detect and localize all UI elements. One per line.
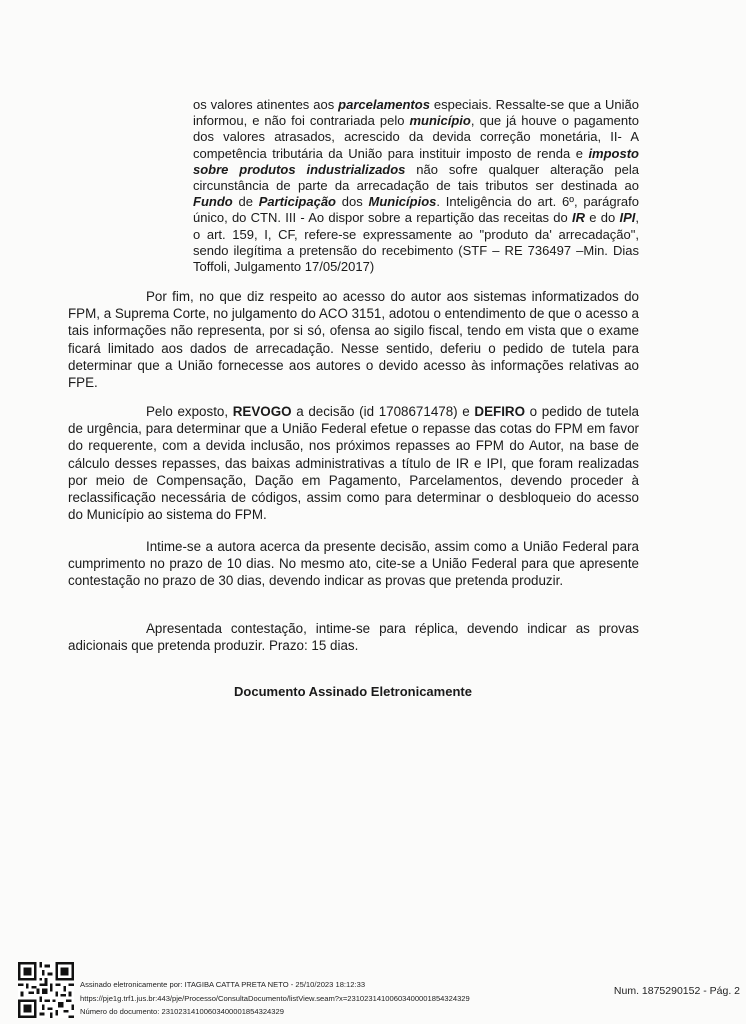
quote-text: especiais. Ressalte-se que a União informou, e não foi contrariada pelo [193,97,639,129]
qr-code-icon [18,962,74,1018]
quote-text: não sofre qualquer alteração pela circunstância de parte da arrecadação de tais tributos ser destinada ao [193,161,639,194]
quote-text: dos [336,194,369,210]
paragraph-summons [68,538,639,590]
quote-emphasis: Municípios [368,194,437,210]
paragraph-text: o pedido de tutela de urgência, para determinar que a União Federal efetue o repasse das cotas do FPM em favor do requerente, com a devida inclusão, nos próximos repasses ao FPM do Autor, na base de cálculo desses repasses, das baixas administrativas a título de IR e IPI, que foram realizadas por meio de Compensação, Dação em Pagamento, Parcelamentos, devendo proceder à reclassificação necessária de códigos, assim como para determinar o desbloqueio do acesso do Município ao sistema do FPM. [68,404,639,523]
quote-text: de [232,194,259,210]
signed-by-line: Assinado eletronicamente por: ITAGIBA CATTA PRETA NETO - 25/10/2023 18:12:33 [80,980,366,989]
document-number: Número do documento: 23102314100603400001854324329 [80,1007,284,1016]
paragraph-fpm-access [68,288,639,391]
quote-emphasis: Participação [258,194,337,210]
quote-emphasis: parcelamentos [338,97,430,112]
quote-emphasis: Fundo [193,194,233,210]
paragraph-text: Intime-se a autora acerca da presente decisão, assim como a União Federal para cumprimento no prazo de 10 dias. No mesmo ato, cite-se a União Federal para que apresente contestação no prazo de 30 dias, devendo indicar as provas que pretenda produzir. [68,539,639,589]
paragraph-ruling [68,403,639,523]
quote-emphasis: imposto sobre produtos industrializados [193,145,639,177]
paragraph-text: a decisão (id 1708671478) e [291,404,475,419]
quote-text: os valores atinentes aos [193,97,339,112]
document-url[interactable]: https://pje1g.trf1.jus.br:443/pje/Processo/ConsultaDocumento/listView.seam?x=23102314100603400001854324329 [80,993,470,1003]
paragraph-reply [68,620,639,654]
quote-emphasis: município [409,113,471,129]
quote-text: . Inteligência do art. 6º, parágrafo único, do CTN. III - Ao dispor sobre a repartição das receitas do [193,194,639,226]
page-number: Num. 1875290152 - Pág. 2 [613,985,740,997]
signature-notice: Documento Assinado Eletronicamente [234,684,472,699]
quote-text: e do [585,210,620,226]
ruling-defiro: DEFIRO [474,404,526,419]
paragraph-text: Apresentada contestação, intime-se para réplica, devendo indicar as provas adicionais que pretenda produzir. Prazo: 15 dias. [68,621,639,654]
jurisprudence-quote [193,97,639,275]
quote-emphasis: IPI [619,210,636,226]
electronic-signature-footer [80,978,470,1019]
ruling-revogo: REVOGO [232,404,292,419]
paragraph-text: Pelo exposto, [146,404,233,419]
quote-text: , que já houve o pagamento dos valores atrasados, acrescido da devida correção monetária, II- A competência tributária da União para instituir imposto de renda e [193,113,639,161]
quote-text: , o art. 159, I, CF, refere-se expressamente ao "produto da' arrecadação", sendo ilegítima a pretensão do recebimento (STF – RE 736497 –Min. Dias Toffoli, Julgamento 17/05/2017) [193,210,639,275]
paragraph-text: Por fim, no que diz respeito ao acesso do autor aos sistemas informatizados do FPM, a Suprema Corte, no julgamento do ACO 3151, adotou o entendimento de que o acesso a tais informações não representa, por si só, ofensa ao sigilo fiscal, tendo em vista que o exame ficará limitado aos dados de arrecadação. Nesse sentido, deferiu o pedido de tutela para determinar que a União fornecesse aos autores o devido acesso às informações relativas ao FPE. [68,289,639,391]
quote-emphasis: IR [572,210,586,226]
